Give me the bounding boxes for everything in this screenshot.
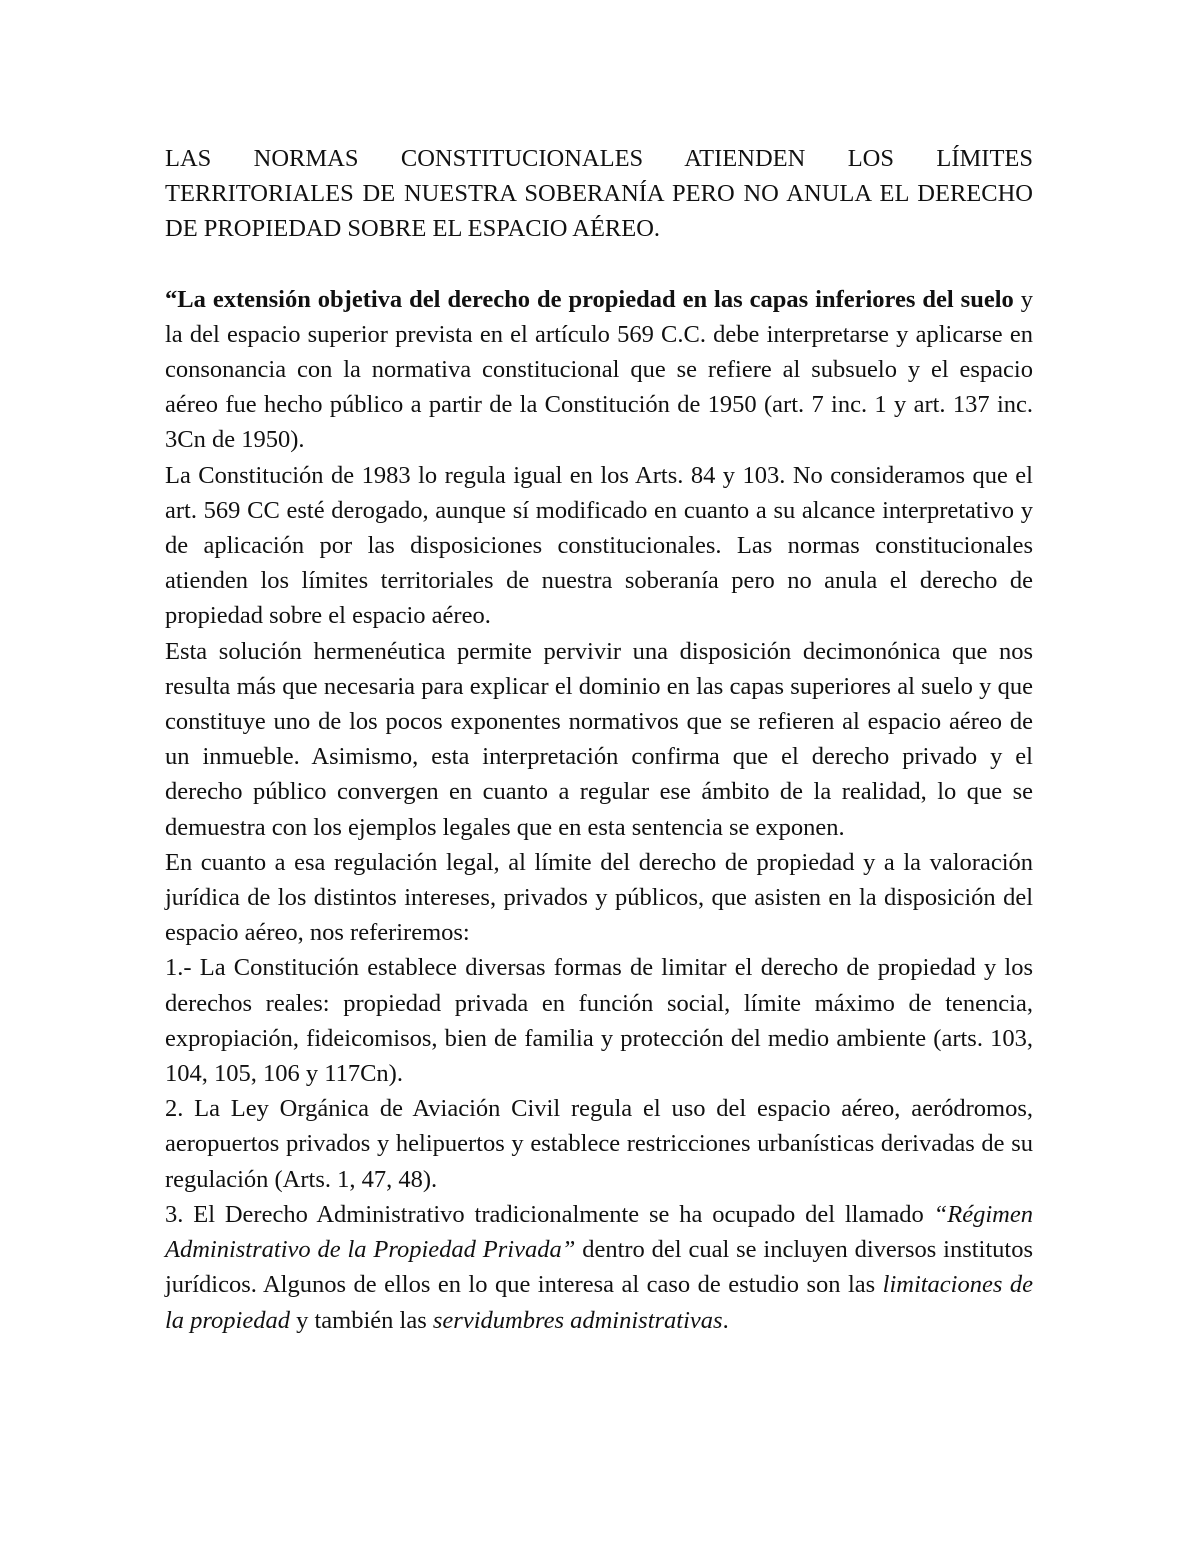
- paragraph-1: [165, 282, 1033, 458]
- document-heading: LAS NORMAS CONSTITUCIONALES ATIENDEN LOS LÍMITES TERRITORIALES DE NUESTRA SOBERANÍA PERO NO ANULA EL DERECHO DE PROPIEDAD SOBRE EL ESPACIO AÉREO.: [165, 145, 1033, 243]
- paragraph-7-italic-2: limitaciones de la propiedad: [165, 1271, 1033, 1334]
- paragraph-7-text-3: y también las: [290, 1306, 433, 1334]
- paragraph-7-italic-3: servidumbres administrativas: [432, 1306, 723, 1334]
- paragraph-7: [165, 1197, 1033, 1338]
- paragraph-1-bold: “La extensión objetiva del derecho de propiedad en las capas inferiores del suelo: [165, 285, 1014, 313]
- paragraph-3: Esta solución hermenéutica permite pervivir una disposición decimonónica que nos resulta más que necesaria para explicar el dominio en las capas superiores al suelo y que constituye uno de los pocos exponentes normativos que se refieren al espacio aéreo de un inmueble. Asimismo, esta interpretación confirma que el derecho privado y el derecho público convergen en cuanto a regular ese ámbito de la realidad, lo que se demuestra con los ejemplos legales que en esta sentencia se exponen.: [165, 637, 1033, 841]
- paragraph-4: En cuanto a esa regulación legal, al límite del derecho de propiedad y a la valoración jurídica de los distintos intereses, privados y públicos, que asisten en la disposición del espacio aéreo, nos referiremos:: [165, 848, 1033, 947]
- paragraph-7-text-2: dentro del cual se incluyen diversos institutos jurídicos. Algunos de ellos en lo que interesa al caso de estudio son las: [165, 1236, 1034, 1299]
- paragraph-1-rest: y la del espacio superior prevista en el artículo 569 C.C. debe interpretarse y aplicarse en consonancia con la normativa constitucional que se refiere al subsuelo y el espacio aéreo fue hecho público a partir de la Constitución de 1950 (art. 7 inc. 1 y art. 137 inc. 3Cn de 1950).: [165, 285, 1033, 454]
- spacer: [165, 247, 1033, 282]
- paragraph-5: 1.- La Constitución establece diversas formas de limitar el derecho de propiedad y los derechos reales: propiedad privada en función social, límite máximo de tenencia, expropiación, fideicomisos, bien de familia y protección del medio ambiente (arts. 103, 104, 105, 106 y 117Cn).: [165, 954, 1033, 1088]
- paragraph-7-text-1: 3. El Derecho Administrativo tradicionalmente se ha ocupado del llamado: [165, 1200, 934, 1228]
- paragraph-7-text-4: .: [722, 1306, 729, 1334]
- paragraph-7-italic-1: “Régimen Administrativo de la Propiedad Privada”: [165, 1200, 1033, 1264]
- paragraph-2: La Constitución de 1983 lo regula igual en los Arts. 84 y 103. No consideramos que el art. 569 CC esté derogado, aunque sí modificado en cuanto a su alcance interpretativo y de aplicación por las disposiciones constitucionales. Las normas constitucionales atienden los límites territoriales de nuestra soberanía pero no anula el derecho de propiedad sobre el espacio aéreo.: [165, 461, 1033, 630]
- document-page: [165, 141, 1033, 1338]
- paragraph-6: 2. La Ley Orgánica de Aviación Civil regula el uso del espacio aéreo, aeródromos, aeropuertos privados y helipuertos y establece restricciones urbanísticas derivadas de su regulación (Arts. 1, 47, 48).: [165, 1095, 1033, 1193]
